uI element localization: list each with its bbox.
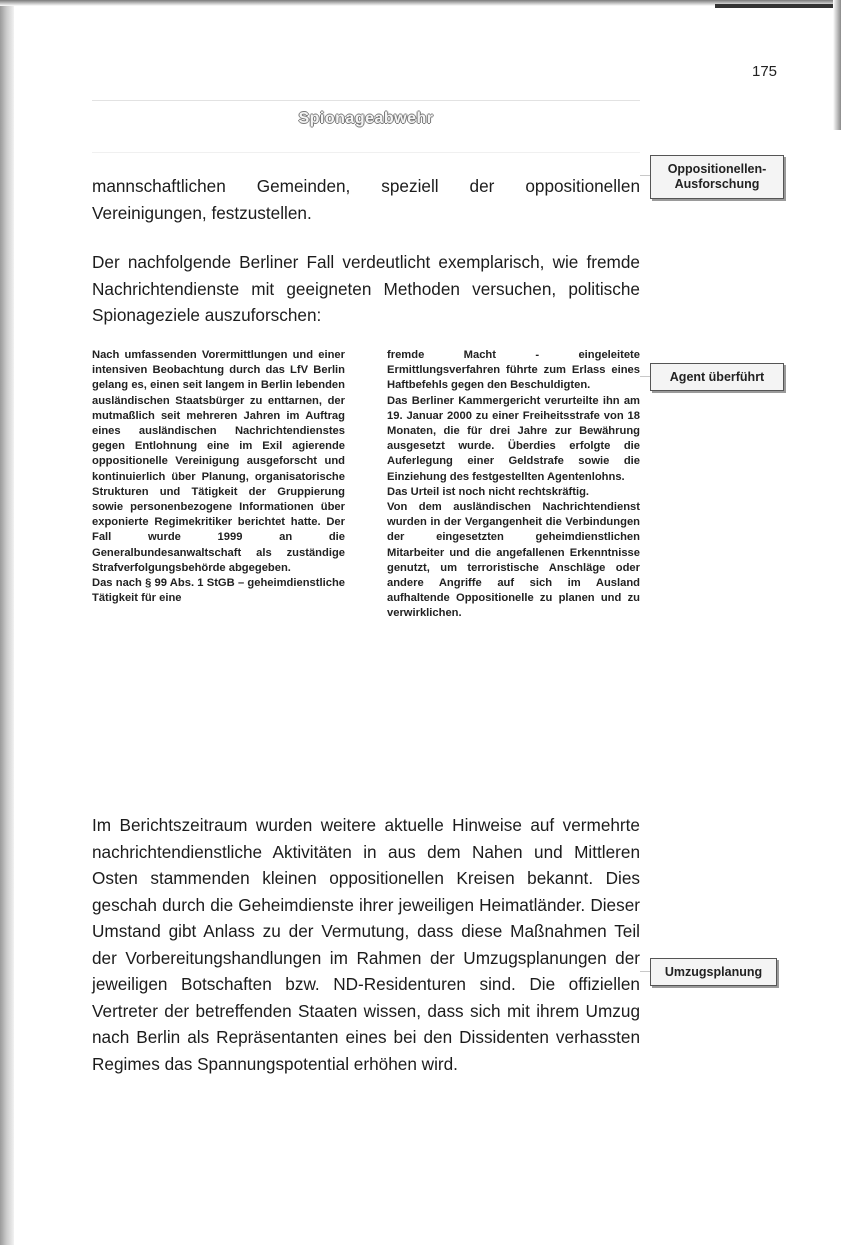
margin-note-umzugsplanung [650,958,777,986]
scan-edge-mark [715,4,835,8]
running-header-title: Spionageabwehr [298,110,434,127]
case-right-paragraph-2: Das Berliner Kammergericht verurteilte ihn am 19. Januar 2000 zu einer Freiheitsstrafe von 18 Monaten, die für drei Jahre zur Bewährung ausgesetzt wurde. Überdies erfolgte die Auferlegung einer Geldstrafe sowie die Einziehung des festgestellten Agentenlohns. [387,394,640,483]
case-column-right [387,348,640,622]
case-column-left [92,348,345,606]
margin-note-oppositionellen-ausforschung [650,155,784,199]
header-rule-lower [92,152,640,153]
margin-note-line: Oppositionellen- [667,162,767,176]
lead-paragraph: Der nachfolgende Berliner Fall verdeutlicht exemplarisch, wie fremde Nachrichtendienste mit geeigneten Methoden versuchen, politische Spionageziele auszuforschen: [92,252,640,325]
case-right-paragraph-4: Von dem ausländischen Nachrichtendienst wurden in der Vergangenheit die Verbindungen der eingesetzten geheimdienstlichen Mitarbeiter und die angefallenen Erkenntnisse genutzt, um terroristische Anschläge oder andere Angriffe auf sich im Ausland aufhaltende Oppositionelle zu planen und zu verwirklichen. [387,501,640,620]
page-number: 175 [752,63,778,80]
margin-note-line: Umzugsplanung [664,965,763,979]
intro-paragraph: mannschaftlichen Gemeinden, speziell der oppositionellen Vereinigungen, festzustellen. [92,176,640,223]
closing-paragraph: Im Berichtszeitraum wurden weitere aktuelle Hinweise auf vermehrte nachrichtendienstliche Aktivitäten in aus dem Nahen und Mittleren Osten stammenden kleinen oppositionellen Kreisen bekannt. Dies geschah durch die Geheimdienste ihrer jeweiligen Heimatländer. Dieser Umstand gibt Anlass zu der Vermutung, dass diese Maßnahmen Teil der Vorbereitungshandlungen im Rahmen der Umzugsplanungen der jeweiligen Botschaften bzw. ND-Residenturen sind. Die offiziellen Vertreter der betreffenden Staaten wissen, dass sich mit ihrem Umzug nach Berlin als Repräsentanten eines bei den Dissidenten verhassten Regimes das Spannungspotential erhöhen wird. [92,815,640,1074]
margin-note-connector [640,971,650,972]
case-right-paragraph-3: Das Urteil ist noch nicht rechtskräftig. [387,485,590,498]
margin-note-line: Agent überführt [669,370,765,384]
header-rule [92,100,640,101]
case-left-paragraph-1: Nach umfassenden Vorermittlungen und einer intensiven Beobachtung durch das LfV Berlin gelang es, einen seit langem in Berlin lebenden ausländischen Staatsbürger zu enttarnen, der mutmaßlich seit mehreren Jahren im Auftrag eines ausländischen Nachrichtendienstes gegen Entlohnung eine im Exil agierende oppositionelle Vereinigung ausgeforscht und kontinuierlich über Planung, organisatorische Strukturen und Tätigkeit der Gruppierung sowie personenbezogene Informationen über exponierte Regimekritiker berichtet hatte. Der Fall wurde 1999 an die Generalbundesanwaltschaft als zuständige Strafverfolgungsbehörde abgegeben. [92,349,345,574]
case-left-paragraph-2: Das nach § 99 Abs. 1 StGB – geheimdienstliche Tätigkeit für eine [92,577,345,605]
margin-note-agent-ueberfuehrt [650,363,784,391]
scan-shadow-right [833,0,841,130]
scan-shadow-left [0,0,14,1245]
case-right-paragraph-1: fremde Macht - eingeleitete Ermittlungsverfahren führte zum Erlass eines Haftbefehls gegen den Beschuldigten. [387,349,640,392]
case-box [92,348,640,778]
margin-note-connector [640,376,650,377]
margin-note-connector [640,175,650,176]
margin-note-line: Ausforschung [674,177,760,191]
